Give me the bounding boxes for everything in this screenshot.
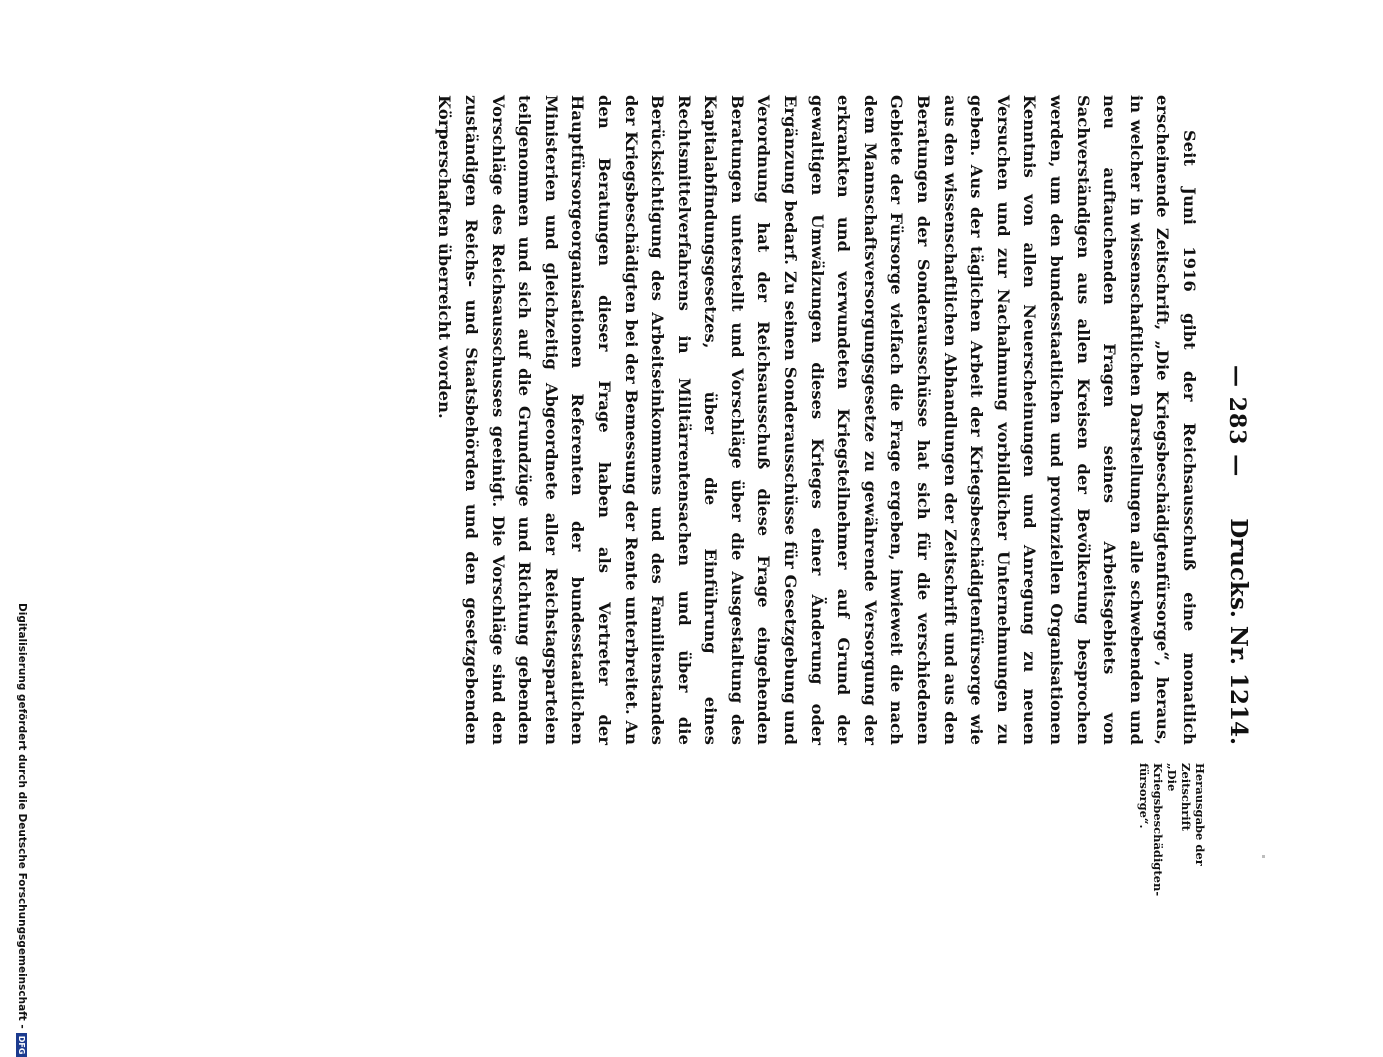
drucksache-number: Drucks. Nr. 1214. (1225, 518, 1252, 745)
page-number: — 283 — (1224, 365, 1250, 478)
body-paragraph: Seit Juni 1916 gibt der Reichsausschuß eine monatlich erscheinende Zeitschrift, „Die Kriegsbeschädigtenfürsorge“, heraus, in welcher in wissenschaftlichen Darstellungen alle schwebenden und neu auftauchenden Fragen seines Arbeitsgebiets von Sachverständigen aus allen Kreisen der Bevölkerung besprochen werden, um den bundesstaatlichen und provinziellen Organisationen Kenntnis von allen Neuerscheinungen und Anregung zu neuen Versuchen und zur Nachahmung vorbildlicher Unternehmungen zu geben. Aus der täglichen Arbeit der Kriegsbeschädigtenfürsorge wie aus den wissenschaftlichen Abhandlungen der Zeitschrift und aus den Beratungen der Sonderausschüsse hat sich für die verschiedenen Gebiete der Fürsorge vielfach die Frage ergeben, inwieweit die nach dem Mannschaftsversorgungsgesetze zu gewährende Versorgung der erkrankten und verwundeten Kriegsteilnehmer auf Grund der gewaltigen Umwälzungen dieses Krieges einer Änderung oder Ergänzung bedarf. Zu seinen Sonderausschüsse für Gesetzgebung und Verordnung hat der Reichsausschuß diese Frage eingehenden Beratungen unterstellt und Vorschläge über die Ausgestaltung des Kapitalabfindungsgesetzes, über die Einführung eines Rechtsmittelverfahrens in Militärrentensachen und über die Berücksichtigung des Arbeitseinkommens und des Familienstandes der Kriegsbeschädigten bei der Bemessung der Rente unterbreitet. An den Beratungen dieser Frage haben als Vertreter der Hauptfürsorgeorganisationen Referenten der bundesstaatlichen Ministerien und gleichzeitig Abgeordnete aller Reichstagsparteien teilgenommen und sich auf die Grundzüge und Richtung gebenden Vorschläge des Reichsausschusses geeinigt. Die Vorschläge sind den zuständigen Reichs- und Staatsbehörden und den gesetzgebenden Körperschaften überreicht worden. (435, 95, 1199, 745)
credit-text: Digitalisierung gefördert durch die Deutsche Forschungsgemeinschaft - (16, 603, 28, 1029)
margin-note (1137, 763, 1207, 913)
dfg-logo: DFG (16, 1033, 27, 1057)
margin-note-line: „Die Kriegsbeschädigten- (1151, 763, 1179, 897)
scan-speck (1262, 855, 1265, 858)
margin-note-line: fürsorge“. (1137, 763, 1151, 829)
body-text (431, 95, 1202, 745)
margin-note-line: Herausgabe der Zeitschrift (1179, 763, 1207, 866)
rotated-page (435, 95, 1252, 897)
page-header (1212, 95, 1252, 745)
digitization-credit (14, 603, 28, 1055)
